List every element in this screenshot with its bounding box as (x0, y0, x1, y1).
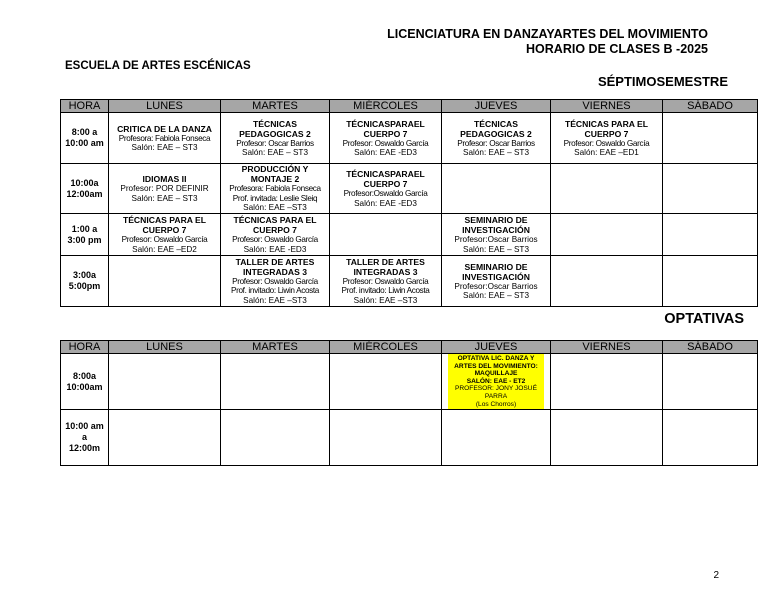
column-header-5: VIERNES (551, 100, 663, 113)
empty-cell (109, 256, 221, 307)
class-cell (330, 113, 442, 164)
course-detail: Profesor: Oswaldo García (232, 276, 318, 286)
empty-cell (442, 410, 551, 466)
main-schedule-table (60, 99, 758, 307)
optativas-column-header-4: JUEVES (442, 341, 551, 354)
optativas-column-header-1: LUNES (109, 341, 221, 354)
course-title: INTEGRADAS 3 (243, 266, 307, 277)
course-title: MONTAJE 2 (250, 174, 300, 185)
course-detail: Salón: EAE –ST3 (243, 203, 307, 213)
schedule-row (61, 256, 758, 307)
course-detail: Salón: EAE -ED3 (354, 198, 417, 208)
course-title: TÉCNICASPARAEL (346, 118, 425, 129)
course-title: PEDAGOGICAS 2 (460, 128, 532, 139)
schedule-row (61, 164, 758, 214)
course-detail: Profesor: Oswaldo García (563, 138, 650, 148)
course-title: CUERPO 7 (584, 128, 629, 139)
empty-cell (663, 256, 758, 307)
course-detail: Salón: EAE -ED3 (243, 244, 307, 254)
course-title: TÉCNICAS PARA EL (122, 215, 207, 225)
course-title: INTEGRADAS 3 (353, 266, 418, 277)
class-cell (109, 214, 221, 256)
optativas-row (61, 354, 758, 410)
hour-line: 8:00 a (71, 127, 98, 137)
course-title: TÉCNICAS (253, 118, 297, 129)
empty-cell (442, 164, 551, 214)
course-detail: Salón: EAE – ST3 (242, 148, 308, 157)
course-title: INVESTIGACIÓN (462, 271, 530, 282)
optativas-column-header-5: VIERNES (551, 341, 663, 354)
optativas-title: OPTATIVAS (664, 311, 744, 327)
column-header-4: JUEVES (442, 100, 551, 113)
course-detail: Profesor: Oscar Barrios (236, 138, 314, 148)
hour-line: 12:00am (66, 188, 103, 199)
empty-cell (663, 354, 758, 410)
course-detail: Profesor: Oscar Barrios (457, 138, 535, 148)
main-table-header-row (61, 100, 758, 113)
course-detail: PARRA (484, 392, 508, 400)
course-detail: PROFESOR: JONY JOSUÉ (455, 385, 537, 393)
schedule-title: HORARIO DE CLASES B -2025 (526, 42, 708, 56)
class-cell (221, 214, 330, 256)
empty-cell (330, 410, 442, 466)
class-cell (442, 256, 551, 307)
course-detail: Salón: EAE –ST3 (353, 295, 418, 305)
course-detail: Profesor: POR DEFINIR (120, 184, 209, 193)
course-title: TÉCNICAS PARA EL (564, 118, 649, 129)
hour-line: 8:00a (72, 370, 97, 381)
empty-cell (551, 354, 663, 410)
course-detail: Salón: EAE – ST3 (463, 291, 529, 300)
hour-line: 10:00am (66, 381, 103, 392)
column-header-3: MIÉRCOLES (330, 100, 442, 113)
course-title: PRODUCCIÓN Y (241, 164, 309, 175)
course-detail: Salón: EAE –ED2 (132, 244, 197, 254)
hour-line: 10:00 am (65, 138, 104, 148)
hour-line: 12:00m (68, 443, 101, 454)
course-detail: Salón: EAE – ST3 (131, 193, 198, 203)
course-title: CUERPO 7 (142, 225, 187, 235)
course-detail: Salón: EAE -ED3 (354, 148, 417, 157)
school-name: ESCUELA DE ARTES ESCÉNICAS (65, 60, 251, 72)
column-header-6: SÁBADO (663, 100, 758, 113)
course-detail: Salón: EAE – ST3 (463, 244, 529, 254)
empty-cell (109, 410, 221, 466)
hour-line: 1:00 a (71, 223, 98, 234)
page-number: 2 (713, 570, 719, 581)
hour-line: 10:00 am a (65, 421, 104, 443)
class-cell (109, 113, 221, 164)
course-title: TALLER DE ARTES (235, 256, 315, 267)
course-title: OPTATIVA LIC. DANZA Y (457, 355, 535, 362)
program-title: LICENCIATURA EN DANZAYARTES DEL MOVIMIENTO (387, 27, 708, 41)
course-title: IDIOMAS II (142, 174, 187, 184)
course-title: TÉCNICAS PARA EL (233, 215, 317, 225)
course-title: CUERPO 7 (253, 225, 297, 235)
empty-cell (330, 214, 442, 256)
column-header-2: MARTES (221, 100, 330, 113)
course-detail: Profesor:Oswaldo García (343, 189, 428, 198)
class-cell (442, 113, 551, 164)
course-title: MAQUILLAJE (474, 370, 518, 378)
course-title: SEMINARIO DE (464, 261, 528, 272)
course-detail: Profesor:Oscar Barrios (454, 235, 538, 244)
optativas-row (61, 410, 758, 466)
course-detail: Profesor: Oswaldo García (342, 276, 429, 286)
class-cell (109, 164, 221, 214)
hour-line: 3:00 pm (67, 234, 102, 245)
course-title: TÉCNICAS (474, 118, 518, 129)
course-title: ARTES DEL MOVIMIENTO: (454, 362, 538, 370)
hour-line: 5:00pm (68, 281, 101, 291)
class-cell (442, 214, 551, 256)
empty-cell (551, 410, 663, 466)
class-cell (330, 256, 442, 307)
course-detail: Salón: EAE –ED1 (574, 148, 639, 157)
course-detail: Salón: EAE – ST3 (463, 148, 529, 157)
optativas-column-header-6: SÁBADO (663, 341, 758, 354)
highlighted-course (448, 354, 544, 409)
course-title: CRITICA DE LA DANZA (117, 123, 212, 134)
schedule-row (61, 214, 758, 256)
empty-cell (330, 354, 442, 410)
course-title: TALLER DE ARTES (346, 256, 425, 267)
hour-line: 10:00a (70, 177, 99, 188)
course-detail: Salón: EAE – ST3 (131, 143, 198, 152)
course-title: TÉCNICASPARAEL (346, 169, 425, 179)
optativas-header-row (61, 341, 758, 354)
course-title: PEDAGOGICAS 2 (239, 128, 311, 139)
course-detail: Profesor:Oscar Barrios (454, 281, 538, 291)
column-header-1: LUNES (109, 100, 221, 113)
course-detail: (Los Chorros) (475, 400, 517, 408)
course-detail: Prof. invitado: Liwin Acosta (341, 286, 430, 296)
hour-cell (61, 410, 109, 466)
course-title: CUERPO 7 (363, 179, 408, 189)
empty-cell (663, 214, 758, 256)
course-detail: Salón: EAE –ST3 (243, 295, 307, 305)
schedule-row (61, 113, 758, 164)
empty-cell (663, 410, 758, 466)
course-detail: Profesora: Fabiola Fonseca (229, 184, 321, 194)
course-title: SALÓN: EAE - ET2 (466, 377, 526, 385)
optativa-class-cell (442, 354, 551, 410)
empty-cell (551, 164, 663, 214)
hour-line: 3:00a (72, 270, 97, 280)
optativas-column-header-0: HORA (61, 341, 109, 354)
course-detail: Profesora: Fabiola Fonseca (118, 133, 211, 143)
optativas-table (60, 340, 758, 466)
hour-cell (61, 214, 109, 256)
hour-cell (61, 113, 109, 164)
course-detail: Prof. invitado: Liwin Acosta (230, 286, 320, 296)
class-cell (221, 256, 330, 307)
empty-cell (109, 354, 221, 410)
course-detail: Profesor: Oswaldo García (232, 235, 318, 244)
class-cell (551, 113, 663, 164)
empty-cell (221, 410, 330, 466)
class-cell (221, 113, 330, 164)
empty-cell (551, 256, 663, 307)
semester-title: SÉPTIMOSEMESTRE (597, 74, 728, 89)
optativas-column-header-2: MARTES (221, 341, 330, 354)
empty-cell (551, 214, 663, 256)
optativas-column-header-3: MIÉRCOLES (330, 341, 442, 354)
course-title: INVESTIGACIÓN (462, 225, 530, 235)
class-cell (330, 164, 442, 214)
hour-cell (61, 164, 109, 214)
empty-cell (663, 164, 758, 214)
class-cell (221, 164, 330, 214)
course-title: SEMINARIO DE (464, 215, 528, 225)
course-detail: Prof. invitada: Leslie Sleiq (232, 193, 318, 203)
column-header-0: HORA (61, 100, 109, 113)
hour-cell (61, 256, 109, 307)
empty-cell (221, 354, 330, 410)
course-detail: Profesor: Oswaldo García (342, 138, 429, 148)
hour-cell (61, 354, 109, 410)
course-detail: Profesor: Oswaldo García (121, 235, 208, 244)
empty-cell (663, 113, 758, 164)
course-title: CUERPO 7 (363, 128, 408, 139)
